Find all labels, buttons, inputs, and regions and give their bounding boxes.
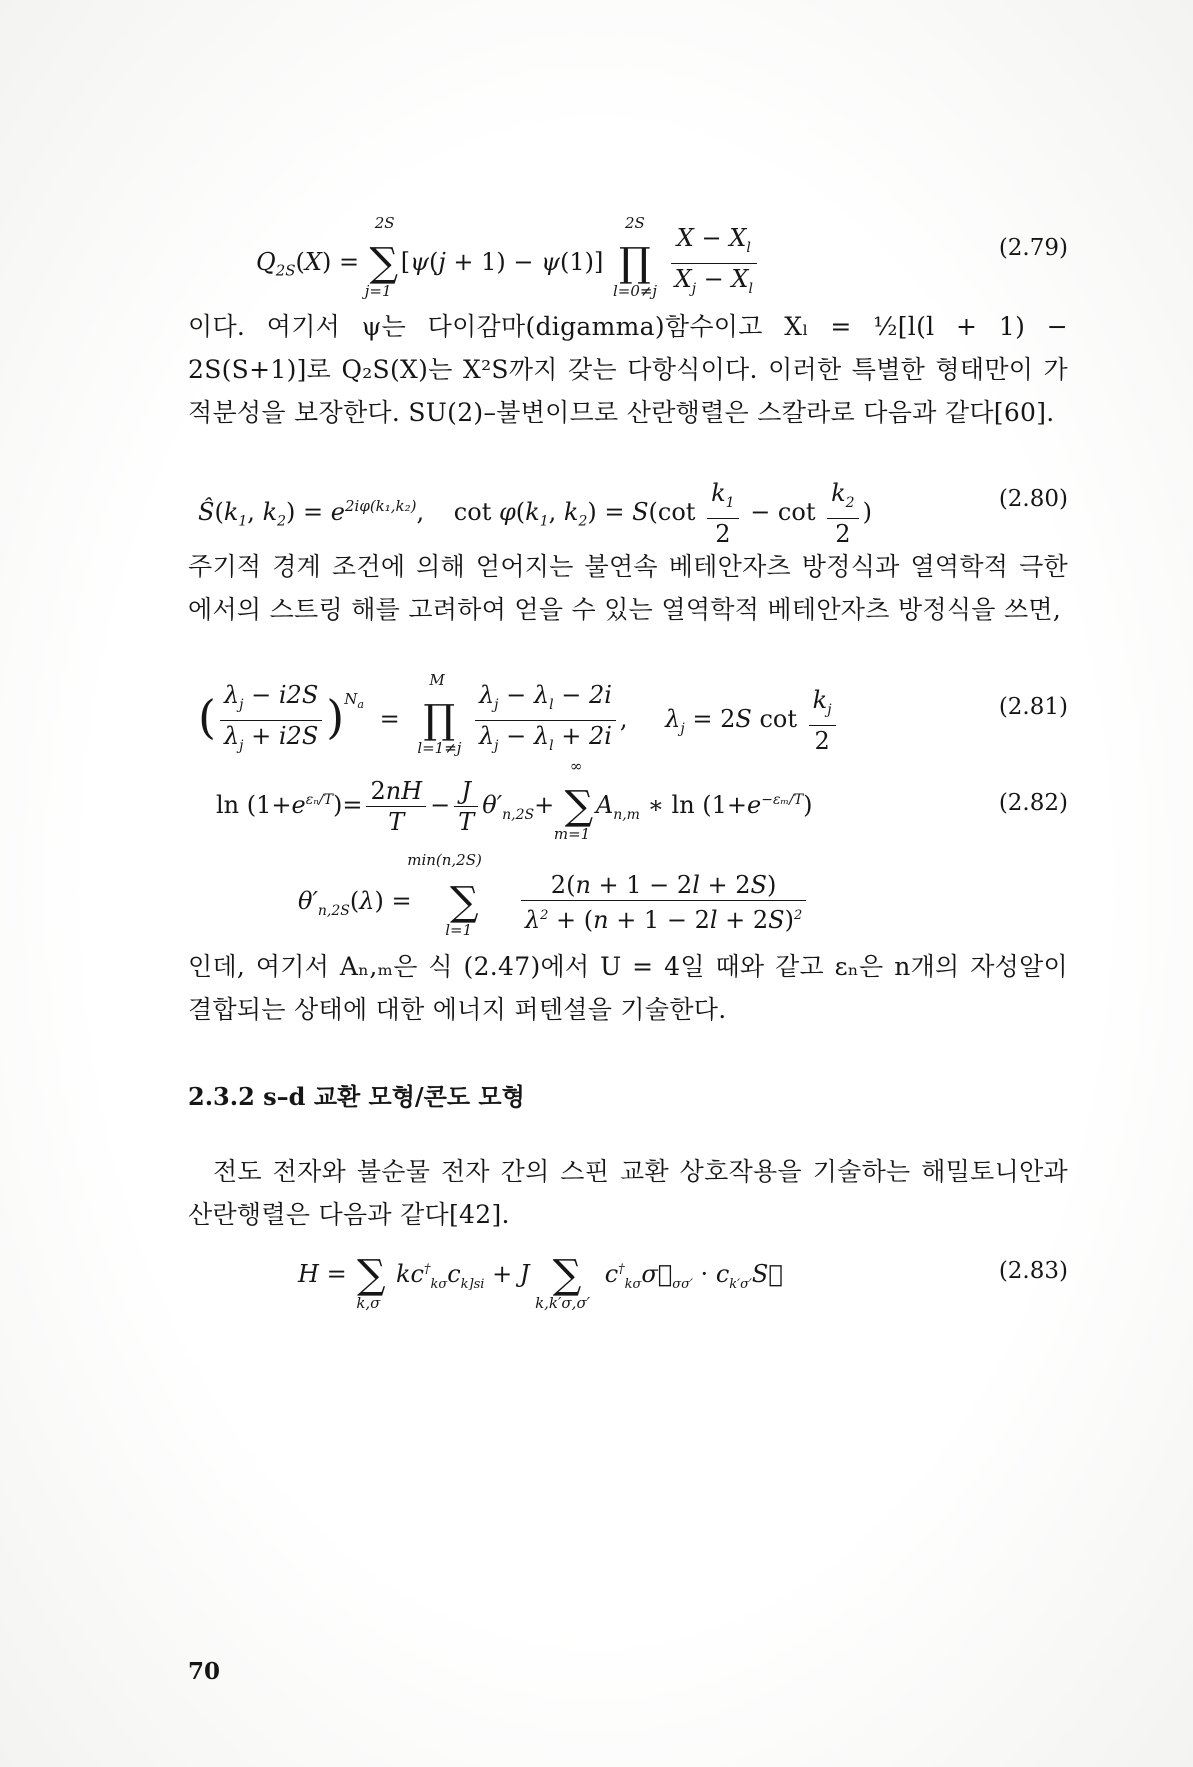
equation-number: (2.83) [998, 1258, 1068, 1284]
equation-number: (2.79) [998, 235, 1068, 261]
equation-theta-definition: $\theta'_{n,2S}(\lambda)$ = ∑ min(n,2S) l=1 $\frac{2(n + 1 - 2l + 2S)}{\lambda^2 + (n + 1 - 2l + 2S)^2}$ [188, 860, 1068, 945]
equation-number: (2.81) [998, 694, 1068, 720]
page-number: 70 [188, 1658, 221, 1685]
equation-number: (2.80) [998, 486, 1068, 512]
paragraph-digamma: 이다. 여기서 ψ는 다이감마(digamma)함수이고 Xₗ = ½[l(l + 1) − 2S(S+1)]로 Q₂S(X)는 X²S까지 갖는 다항식이다. 이러한 특별한 형태만이 가적분성을 보장한다. SU(2)–불변이므로 산란행렬은 스칼라로 다음과 같다[60]. [188, 312, 1068, 427]
equation-2-83: H = ∑ k,σ $kc^\dagger_{k\sigma}c_{k]si} + J$ ∑ k,k′σ,σ′ $c^\dagger_{k\sigma}\sigma⃗_{\sigma\sigma'}$ · $c_{k'\sigma'}S⃗$ (2.83) [298, 1252, 1068, 1312]
paragraph-energy: 인데, 여기서 Aₙ,ₘ은 식 (2.47)에서 U = 4일 때와 같고 εₙ은 n개의 자성알이 결합되는 상태에 대한 에너지 퍼텐셜을 기술한다. [188, 952, 1068, 1024]
equation-number: (2.82) [998, 790, 1068, 816]
paragraph-hamiltonian: 전도 전자와 불순물 전자 간의 스핀 교환 상호작용을 기술하는 해밀토니안과 산란행렬은 다음과 같다[42]. [188, 1157, 1068, 1229]
paragraph-bethe-ansatz: 주기적 경계 조건에 의해 얻어지는 불연속 베테안자츠 방정식과 열역학적 극한에서의 스트링 해를 고려하여 얻을 수 있는 열역학적 베테안자츠 방정식을 쓰면, [188, 552, 1068, 624]
equation-2-81: ( $\frac{\lambda_j - i2S}{\lambda_j + i2S}$ )$^{N_a}$ = ∏ M l=1≠j $\frac{\lambda_j - \lambda_l - 2i}{\lambda_j - \lambda_l + 2i}$ , $\lambda_j = 2S$ cot $\frac{k_j}{2}$ (2.81) [198, 670, 1068, 757]
equation-2-80: $Ŝ(k_1$, $k_2) = e^{2i\varphi(k_1,k_2)}$, $\cot \varphi(k_1$, $k_2) = S(\cot$ $\frac{k_1}{2}$ − cot $\frac{k_2}{2}$ ) (2.80) [198, 479, 1068, 548]
equation-2-82: $\ln (1+e^{\varepsilon_n/T})=$ $\frac{2nH}{T}$ − $\frac{J}{T}$ $\theta'_{n,2S}+$ ∑ ∞ m=1 $A_{n,m}$ ∗ $\ln (1+e^{-\varepsilon_m/T})$ (2.82) [216, 757, 1068, 843]
section-heading: 2.3.2 s–d 교환 모형/콘도 모형 [188, 1082, 525, 1111]
equation-2-79: $Q_{2S}(X)$ = ∑ 2S j=1 [ψ(j + 1) − ψ(1)] ∏ 2S l=0≠j $\frac{X - X_l}{X_j - X_l}$ (2.79) [256, 213, 1068, 300]
